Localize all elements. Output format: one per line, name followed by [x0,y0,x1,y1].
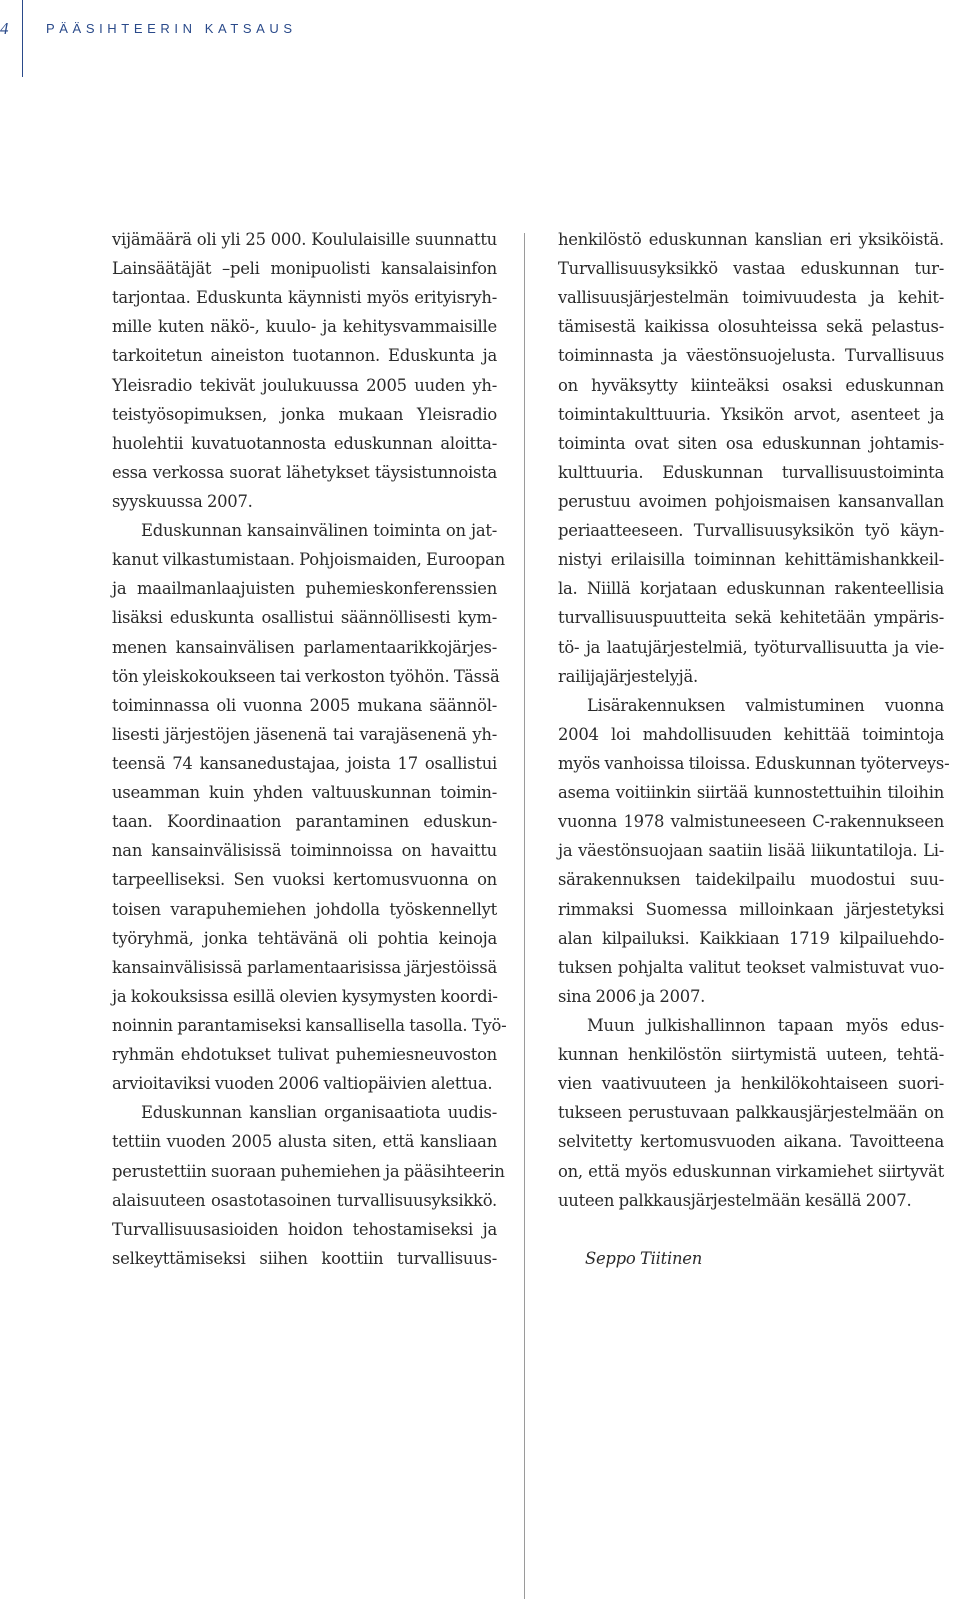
text-line: turvallisuuspuutteita sekä kehitetään ympäris- [558,608,944,628]
text-line: nistyi erilaisilla toiminnan kehittämishankkeil- [558,550,944,570]
text-line: tettiin vuoden 2005 alusta siten, että kansliaan [112,1132,497,1152]
text-line: vuonna 1978 valmistuneeseen C-rakennukseen [558,812,944,832]
text-line: tarjontaa. Eduskunta käynnisti myös erityisryh- [112,288,497,308]
text-line: toiminnasta ja väestönsuojelusta. Turvallisuus [558,346,944,366]
text-line: toimintakulttuuria. Yksikön arvot, asenteet ja [558,404,944,424]
text-line: kansainvälisissä parlamentaarisissa järjestöissä [112,957,497,977]
text-line: lisäksi eduskunta osallistui säännöllisesti kym- [112,608,497,628]
text-line: noinnin parantamiseksi kansallisella tasolla. Työ- [112,1015,507,1035]
text-line: Turvallisuusyksikkö vastaa eduskunnan tur- [558,259,944,279]
text-line: selvitetty kertomusvuoden aikana. Tavoitteena [558,1132,944,1152]
text-line: lisesti järjestöjen jäsenenä tai varajäsenenä yh- [112,724,497,744]
text-line: kunnan henkilöstön siirtymistä uuteen, tehtä- [558,1045,944,1065]
text-line: on hyväksytty kiinteäksi osaksi eduskunnan [558,375,944,395]
text-line: Turvallisuusasioiden hoidon tehostamiseksi ja [112,1219,497,1239]
text-line: kanut vilkastumistaan. Pohjoismaiden, Euroopan [112,550,505,570]
text-line: ja kokouksissa esillä olevien kysymysten koordi- [112,986,498,1006]
text-line: Yleisradio tekivät joulukuussa 2005 uuden yh- [112,375,497,395]
text-line: tö- ja laatujärjestelmiä, työturvallisuutta ja vie- [558,637,944,657]
text-line: tukseen perustuvaan palkkausjärjestelmään on [558,1103,944,1123]
text-line: menen kansainvälisen parlamentaarikkojärjes- [112,637,497,657]
text-line: ja maailmanlaajuisten puhemieskonferenssien [112,579,497,599]
text-line: nan kansainvälisissä toiminnoissa on havaittu [112,841,497,861]
text-line: tarkoitetun aineiston tuotannon. Eduskunta ja [112,346,497,366]
text-line: myös vanhoissa tiloissa. Eduskunnan työterveys- [558,753,950,773]
text-line: vien vaativuuteen ja henkilökohtaiseen suori- [558,1074,944,1094]
text-line: toiminnassa oli vuonna 2005 mukana säännöl- [112,695,497,715]
text-line: rimmaksi Suomessa milloinkaan järjestetyksi [558,899,944,919]
text-line: alaisuuteen osastotasoinen turvallisuusyksikkö. [112,1190,497,1210]
text-line: työryhmä, jonka tehtävänä oli pohtia keinoja [112,928,497,948]
text-line: useamman kuin yhden valtuuskunnan toimin- [112,783,497,803]
right-text-column [558,225,950,1273]
text-line: teensä 74 kansanedustajaa, joista 17 osallistui [112,753,497,773]
text-line: tuksen pohjalta valitut teokset valmistuvat vuo- [558,957,944,977]
text-line: vijämäärä oli yli 25 000. Koululaisille suunnattu [112,230,497,249]
text-line: Eduskunnan kanslian organisaatiota uudis- [141,1103,497,1123]
author-signature: Seppo Tiitinen [585,1248,703,1268]
text-line: henkilöstö eduskunnan kanslian eri yksiköistä. [558,230,944,249]
text-line: tön yleiskokoukseen tai verkoston työhön. Tässä [112,666,500,686]
text-line: asema voitiinkin siirtää kunnostettuihin tiloihin [558,783,944,803]
text-line: sina 2006 ja 2007. [558,986,706,1006]
signature-spacer [558,1215,944,1244]
left-text-column [112,225,507,1273]
text-line: Lisärakennuksen valmistuminen vuonna [587,695,944,715]
text-line: Eduskunnan kansainvälinen toiminta on jat- [141,521,497,541]
text-line: periaatteeseen. Turvallisuusyksikön työ käyn- [558,521,944,541]
text-line: railijajärjestelyjä. [558,666,698,686]
section-title: PÄÄSIHTEERIN KATSAUS [46,21,297,36]
text-line: Muun julkishallinnon tapaan myös edus- [587,1015,944,1035]
text-line: huolehtii kuvatuotannosta eduskunnan aloitta- [112,433,497,453]
text-line: Lainsäätäjät –peli monipuolisti kansalaisinfon [112,259,497,279]
text-line: essa verkossa suorat lähetykset täysistunnoista [112,462,497,482]
text-line: selkeyttämiseksi siihen koottiin turvallisuus- [112,1248,497,1268]
text-line: toiminta ovat siten osa eduskunnan johtamis- [558,433,944,453]
page-number: 4 [0,19,9,38]
text-line: ryhmän ehdotukset tulivat puhemiesneuvoston [112,1045,497,1065]
text-line: särakennuksen taidekilpailu muodostui suu- [558,870,944,890]
text-line: 2004 loi mahdollisuuden kehittää toimintoja [558,724,944,744]
text-line: arvioitaviksi vuoden 2006 valtiopäivien alettua. [112,1074,493,1094]
text-line: taan. Koordinaation parantaminen eduskun- [112,812,497,832]
text-line: toisen varapuhemiehen johdolla työskennellyt [112,899,497,919]
text-line: syyskuussa 2007. [112,491,253,511]
text-line: teistyösopimuksen, jonka mukaan Yleisradio [112,404,497,424]
text-line: tarpeelliseksi. Sen vuoksi kertomusvuonna on [112,870,497,890]
text-line: vallisuusjärjestelmän toimivuudesta ja kehit- [558,288,944,308]
header-divider [22,0,23,77]
text-line: ja väestönsuojaan saatiin lisää liikuntatiloja. Li- [558,841,944,861]
text-line: mille kuten näkö-, kuulo- ja kehitysvammaisille [112,317,497,337]
text-line: la. Niillä korjataan eduskunnan rakenteellisia [558,579,944,599]
text-line: kulttuuria. Eduskunnan turvallisuustoiminta [558,462,944,482]
text-line: alan kilpailuksi. Kaikkiaan 1719 kilpailuehdo- [558,928,944,948]
text-line: uuteen palkkausjärjestelmään kesällä 2007. [558,1190,912,1210]
text-line: tämisestä kaikissa olosuhteissa sekä pelastus- [558,317,944,337]
text-line: perustettiin suoraan puhemiehen ja pääsihteerin [112,1161,505,1181]
text-line: perustuu avoimen pohjoismaisen kansanvallan [558,491,944,511]
column-divider [524,233,525,1599]
text-line: on, että myös eduskunnan virkamiehet siirtyvät [558,1161,944,1181]
